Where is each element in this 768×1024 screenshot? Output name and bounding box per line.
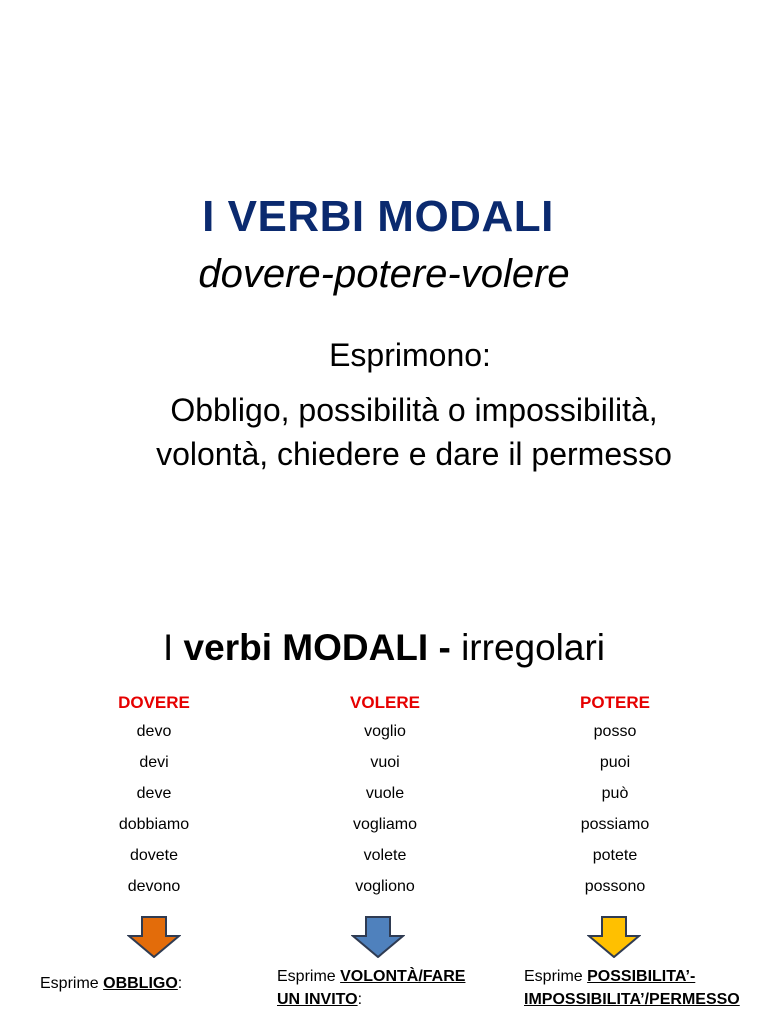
description-line-1: Obbligo, possibilità o impossibilità, bbox=[170, 392, 658, 428]
column-dovere bbox=[54, 690, 254, 902]
expression-prefix: Esprime bbox=[277, 968, 341, 985]
verb-form: potete bbox=[592, 847, 638, 864]
expression-volere bbox=[277, 965, 487, 1011]
down-arrow-icon bbox=[127, 916, 181, 958]
intro-text: Esprimono: bbox=[329, 337, 491, 373]
down-arrow-icon bbox=[351, 916, 405, 958]
section-title-bold: verbi MODALI - bbox=[183, 627, 462, 668]
expression-prefix: Esprime bbox=[524, 968, 588, 985]
expression-keyword: OBBLIGO bbox=[103, 975, 178, 992]
verb-form: vogliamo bbox=[352, 816, 418, 833]
verb-form: posso bbox=[593, 723, 637, 740]
expression-dovere bbox=[40, 972, 260, 995]
section-title-prefix: I bbox=[162, 627, 184, 668]
section-title bbox=[0, 627, 768, 669]
slide-title: I VERBI MODALI bbox=[202, 192, 554, 241]
column-volere bbox=[285, 690, 485, 902]
verb-form: dobbiamo bbox=[118, 816, 190, 833]
expression-keyword: POSSIBILITA’-IMPOSSIBILITA’/PERMESSO bbox=[524, 968, 740, 1008]
verb-form: possiamo bbox=[580, 816, 650, 833]
verb-form: devono bbox=[127, 878, 181, 895]
expression-keyword: VOLONTÀ/FARE UN INVITO bbox=[277, 968, 466, 1008]
slide-subtitle: dovere-potere-volere bbox=[198, 252, 570, 296]
verb-form: vuoi bbox=[370, 754, 400, 771]
verb-form: devo bbox=[136, 723, 172, 740]
verb-form: puoi bbox=[599, 754, 631, 771]
column-heading: DOVERE bbox=[118, 693, 190, 712]
down-arrow-icon bbox=[587, 916, 641, 958]
column-heading: POTERE bbox=[580, 693, 650, 712]
expression-potere bbox=[524, 965, 760, 1011]
verb-form: volete bbox=[363, 847, 407, 864]
verb-form: voglio bbox=[364, 723, 406, 740]
column-heading: VOLERE bbox=[350, 693, 420, 712]
verb-form: vuole bbox=[365, 785, 405, 802]
description-line-2: volontà, chiedere e dare il permesso bbox=[156, 436, 672, 472]
verb-form: possono bbox=[584, 878, 646, 895]
verb-form: dovete bbox=[129, 847, 179, 864]
verb-form: deve bbox=[136, 785, 172, 802]
verb-form: può bbox=[601, 785, 629, 802]
expression-suffix: : bbox=[177, 975, 183, 992]
description bbox=[0, 388, 768, 476]
verb-form: vogliono bbox=[355, 878, 415, 895]
expression-suffix: : bbox=[357, 991, 363, 1008]
section-title-suffix: irregolari bbox=[461, 627, 606, 668]
verb-form: devi bbox=[139, 754, 169, 771]
expression-prefix: Esprime bbox=[40, 975, 104, 992]
column-potere bbox=[515, 690, 715, 902]
